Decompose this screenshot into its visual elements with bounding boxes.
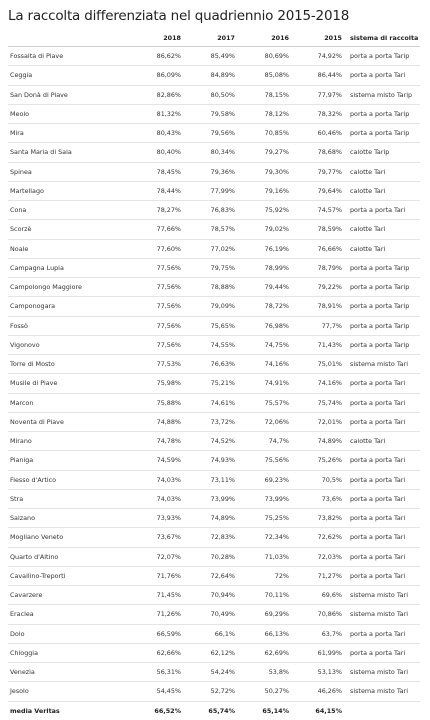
value-2015-cell: 78,59% xyxy=(289,220,342,239)
municipality-cell: Noventa di Piave xyxy=(8,412,135,431)
value-2017-cell: 79,09% xyxy=(181,297,235,316)
system-cell: porta a porta Tarip xyxy=(342,47,420,66)
table-row xyxy=(8,104,420,123)
value-2017-cell: 85,49% xyxy=(181,47,235,66)
value-2015-cell: 73,6% xyxy=(289,489,342,508)
value-2015-cell: 69,6% xyxy=(289,586,342,605)
value-2016-cell: 53,8% xyxy=(235,663,289,682)
system-cell: sistema misto Tari xyxy=(342,605,420,624)
system-cell: calotte Tarip xyxy=(342,143,420,162)
value-2018-cell: 77,56% xyxy=(135,297,181,316)
table-row xyxy=(8,432,420,451)
value-2016-cell: 79,16% xyxy=(235,181,289,200)
value-2017-cell: 70,28% xyxy=(181,547,235,566)
table-row xyxy=(8,66,420,85)
value-2018-cell: 66,59% xyxy=(135,624,181,643)
system-cell: sistema misto Tari xyxy=(342,682,420,701)
value-2015-cell: 78,91% xyxy=(289,297,342,316)
header-2015: 2015 xyxy=(289,30,342,47)
value-2018-cell: 77,56% xyxy=(135,278,181,297)
system-cell: porta a porta Tari xyxy=(342,509,420,528)
municipality-cell: Dolo xyxy=(8,624,135,643)
value-2016-cell: 70,11% xyxy=(235,586,289,605)
value-2017-cell: 74,55% xyxy=(181,335,235,354)
table-row xyxy=(8,124,420,143)
value-2016-cell: 69,29% xyxy=(235,605,289,624)
system-cell: porta a porta Tarip xyxy=(342,278,420,297)
municipality-cell: Pianiga xyxy=(8,451,135,470)
municipality-cell: Campagna Lupia xyxy=(8,258,135,277)
value-2016-cell: 80,69% xyxy=(235,47,289,66)
municipality-cell: Fossò xyxy=(8,316,135,335)
value-2018-cell: 71,76% xyxy=(135,566,181,585)
value-2016-cell: 70,85% xyxy=(235,124,289,143)
value-2015-cell: 78,68% xyxy=(289,143,342,162)
municipality-cell: Salzano xyxy=(8,509,135,528)
footer-label: media Veritas xyxy=(10,706,60,715)
value-2018-cell: 75,88% xyxy=(135,393,181,412)
system-cell: porta a porta Tari xyxy=(342,412,420,431)
municipality-cell: Fossalta di Piave xyxy=(8,47,135,66)
value-2016-cell: 85,08% xyxy=(235,66,289,85)
municipality-cell: Mira xyxy=(8,124,135,143)
value-2016-cell: 73,99% xyxy=(235,489,289,508)
value-2017-cell: 78,88% xyxy=(181,278,235,297)
value-2016-cell: 79,02% xyxy=(235,220,289,239)
recycling-table xyxy=(8,30,420,720)
table-row xyxy=(8,489,420,508)
municipality-cell: Fiesso d'Artico xyxy=(8,470,135,489)
table-row xyxy=(8,181,420,200)
footer-2017: 65,74% xyxy=(208,706,235,715)
table-row xyxy=(8,316,420,335)
value-2015-cell: 71,27% xyxy=(289,566,342,585)
value-2017-cell: 54,24% xyxy=(181,663,235,682)
value-2017-cell: 79,75% xyxy=(181,258,235,277)
value-2016-cell: 75,56% xyxy=(235,451,289,470)
system-cell: porta a porta Tari xyxy=(342,566,420,585)
value-2017-cell: 79,56% xyxy=(181,124,235,143)
value-2018-cell: 81,32% xyxy=(135,104,181,123)
value-2017-cell: 75,21% xyxy=(181,374,235,393)
value-2017-cell: 73,99% xyxy=(181,489,235,508)
value-2018-cell: 74,03% xyxy=(135,470,181,489)
table-row xyxy=(8,509,420,528)
value-2016-cell: 69,23% xyxy=(235,470,289,489)
table-row xyxy=(8,682,420,701)
value-2016-cell: 74,91% xyxy=(235,374,289,393)
value-2018-cell: 77,66% xyxy=(135,220,181,239)
table-row xyxy=(8,143,420,162)
value-2018-cell: 74,78% xyxy=(135,432,181,451)
municipality-cell: Meolo xyxy=(8,104,135,123)
value-2017-cell: 74,52% xyxy=(181,432,235,451)
value-2015-cell: 79,22% xyxy=(289,278,342,297)
system-cell: porta a porta Tari xyxy=(342,470,420,489)
system-cell: calotte Tari xyxy=(342,181,420,200)
value-2016-cell: 78,12% xyxy=(235,104,289,123)
value-2016-cell: 74,7% xyxy=(235,432,289,451)
table-row xyxy=(8,85,420,104)
value-2018-cell: 78,27% xyxy=(135,201,181,220)
value-2017-cell: 74,61% xyxy=(181,393,235,412)
table-row xyxy=(8,355,420,374)
value-2017-cell: 80,34% xyxy=(181,143,235,162)
value-2017-cell: 62,12% xyxy=(181,643,235,662)
value-2015-cell: 77,7% xyxy=(289,316,342,335)
municipality-cell: Chioggia xyxy=(8,643,135,662)
system-cell: porta a porta Tarip xyxy=(342,335,420,354)
value-2015-cell: 72,62% xyxy=(289,528,342,547)
header-system: sistema di raccolta xyxy=(342,30,420,47)
value-2015-cell: 72,01% xyxy=(289,412,342,431)
system-cell: porta a porta Tari xyxy=(342,451,420,470)
value-2015-cell: 74,89% xyxy=(289,432,342,451)
table-row xyxy=(8,239,420,258)
value-2017-cell: 73,72% xyxy=(181,412,235,431)
value-2018-cell: 77,53% xyxy=(135,355,181,374)
system-cell: calotte Tari xyxy=(342,220,420,239)
table-row xyxy=(8,528,420,547)
value-2018-cell: 77,60% xyxy=(135,239,181,258)
value-2015-cell: 79,64% xyxy=(289,181,342,200)
value-2015-cell: 74,16% xyxy=(289,374,342,393)
table-row xyxy=(8,278,420,297)
value-2015-cell: 63,7% xyxy=(289,624,342,643)
table-row xyxy=(8,412,420,431)
system-cell: porta a porta Tarip xyxy=(342,297,420,316)
value-2015-cell: 53,13% xyxy=(289,663,342,682)
value-2015-cell: 72,03% xyxy=(289,547,342,566)
value-2016-cell: 79,30% xyxy=(235,162,289,181)
footer-2018: 66,52% xyxy=(154,706,181,715)
table-row xyxy=(8,162,420,181)
value-2018-cell: 82,86% xyxy=(135,85,181,104)
value-2018-cell: 80,43% xyxy=(135,124,181,143)
value-2015-cell: 74,57% xyxy=(289,201,342,220)
value-2016-cell: 74,75% xyxy=(235,335,289,354)
value-2016-cell: 76,19% xyxy=(235,239,289,258)
value-2018-cell: 74,03% xyxy=(135,489,181,508)
value-2015-cell: 75,26% xyxy=(289,451,342,470)
system-cell: porta a porta Tari xyxy=(342,393,420,412)
value-2018-cell: 86,62% xyxy=(135,47,181,66)
municipality-cell: San Donà di Piave xyxy=(8,85,135,104)
value-2016-cell: 79,27% xyxy=(235,143,289,162)
system-cell: porta a porta Tari xyxy=(342,528,420,547)
system-cell: porta a porta Tarip xyxy=(342,316,420,335)
municipality-cell: Spinea xyxy=(8,162,135,181)
value-2015-cell: 60,46% xyxy=(289,124,342,143)
value-2016-cell: 72,06% xyxy=(235,412,289,431)
value-2016-cell: 62,69% xyxy=(235,643,289,662)
value-2015-cell: 77,97% xyxy=(289,85,342,104)
value-2015-cell: 70,86% xyxy=(289,605,342,624)
municipality-cell: Eraclea xyxy=(8,605,135,624)
header-2016: 2016 xyxy=(235,30,289,47)
value-2015-cell: 79,77% xyxy=(289,162,342,181)
municipality-cell: Cavarzere xyxy=(8,586,135,605)
value-2018-cell: 86,09% xyxy=(135,66,181,85)
table-row xyxy=(8,624,420,643)
value-2017-cell: 77,02% xyxy=(181,239,235,258)
value-2015-cell: 61,99% xyxy=(289,643,342,662)
value-2016-cell: 50,27% xyxy=(235,682,289,701)
value-2016-cell: 72% xyxy=(235,566,289,585)
value-2016-cell: 75,92% xyxy=(235,201,289,220)
value-2017-cell: 84,89% xyxy=(181,66,235,85)
value-2015-cell: 71,43% xyxy=(289,335,342,354)
table-body xyxy=(8,47,420,702)
header-2018: 2018 xyxy=(135,30,181,47)
footer-2016: 65,14% xyxy=(262,706,289,715)
municipality-cell: Cavallino-Treporti xyxy=(8,566,135,585)
value-2017-cell: 72,83% xyxy=(181,528,235,547)
value-2018-cell: 75,98% xyxy=(135,374,181,393)
value-2016-cell: 75,25% xyxy=(235,509,289,528)
system-cell: calotte Tari xyxy=(342,432,420,451)
value-2016-cell: 76,98% xyxy=(235,316,289,335)
value-2017-cell: 74,93% xyxy=(181,451,235,470)
value-2018-cell: 77,56% xyxy=(135,258,181,277)
municipality-cell: Martellago xyxy=(8,181,135,200)
value-2018-cell: 62,66% xyxy=(135,643,181,662)
table-row xyxy=(8,547,420,566)
municipality-cell: Musile di Piave xyxy=(8,374,135,393)
system-cell: porta a porta Tarip xyxy=(342,104,420,123)
municipality-cell: Mirano xyxy=(8,432,135,451)
value-2018-cell: 56,31% xyxy=(135,663,181,682)
value-2017-cell: 76,83% xyxy=(181,201,235,220)
municipality-cell: Ceggia xyxy=(8,66,135,85)
municipality-cell: Vigonovo xyxy=(8,335,135,354)
municipality-cell: Camponogara xyxy=(8,297,135,316)
value-2015-cell: 70,5% xyxy=(289,470,342,489)
table-row xyxy=(8,374,420,393)
table-row xyxy=(8,643,420,662)
table-row xyxy=(8,605,420,624)
table-row xyxy=(8,663,420,682)
value-2017-cell: 78,57% xyxy=(181,220,235,239)
municipality-cell: Venezia xyxy=(8,663,135,682)
municipality-cell: Marcon xyxy=(8,393,135,412)
value-2017-cell: 79,58% xyxy=(181,104,235,123)
value-2016-cell: 78,72% xyxy=(235,297,289,316)
value-2018-cell: 78,45% xyxy=(135,162,181,181)
value-2018-cell: 71,26% xyxy=(135,605,181,624)
table-row xyxy=(8,201,420,220)
value-2015-cell: 78,32% xyxy=(289,104,342,123)
value-2017-cell: 76,63% xyxy=(181,355,235,374)
value-2017-cell: 72,64% xyxy=(181,566,235,585)
system-cell: porta a porta Tari xyxy=(342,489,420,508)
system-cell: sistema misto Tarip xyxy=(342,85,420,104)
value-2018-cell: 54,45% xyxy=(135,682,181,701)
system-cell: porta a porta Tari xyxy=(342,201,420,220)
value-2018-cell: 71,45% xyxy=(135,586,181,605)
table-row xyxy=(8,566,420,585)
value-2016-cell: 79,44% xyxy=(235,278,289,297)
value-2018-cell: 74,59% xyxy=(135,451,181,470)
municipality-cell: Quarto d'Altino xyxy=(8,547,135,566)
value-2015-cell: 73,82% xyxy=(289,509,342,528)
value-2016-cell: 78,99% xyxy=(235,258,289,277)
table-row xyxy=(8,586,420,605)
table-row xyxy=(8,220,420,239)
municipality-cell: Scorzè xyxy=(8,220,135,239)
page-title: La raccolta differenziata nel quadriennio 2015-2018 xyxy=(8,8,350,24)
table-row xyxy=(8,393,420,412)
header-municipality xyxy=(8,30,135,47)
system-cell: porta a porta Tari xyxy=(342,374,420,393)
system-cell: sistema misto Tari xyxy=(342,586,420,605)
value-2018-cell: 78,44% xyxy=(135,181,181,200)
value-2017-cell: 75,65% xyxy=(181,316,235,335)
value-2015-cell: 75,74% xyxy=(289,393,342,412)
system-cell: porta a porta Tari xyxy=(342,66,420,85)
municipality-cell: Cona xyxy=(8,201,135,220)
municipality-cell: Torre di Mosto xyxy=(8,355,135,374)
value-2016-cell: 71,03% xyxy=(235,547,289,566)
municipality-cell: Mogliano Veneto xyxy=(8,528,135,547)
table-row xyxy=(8,297,420,316)
table-row xyxy=(8,258,420,277)
municipality-cell: Noale xyxy=(8,239,135,258)
municipality-cell: Santa Maria di Sala xyxy=(8,143,135,162)
value-2017-cell: 66,1% xyxy=(181,624,235,643)
value-2015-cell: 78,79% xyxy=(289,258,342,277)
system-cell: calotte Tari xyxy=(342,162,420,181)
header-row xyxy=(8,30,420,47)
value-2016-cell: 66,13% xyxy=(235,624,289,643)
table-row xyxy=(8,470,420,489)
value-2018-cell: 77,56% xyxy=(135,316,181,335)
value-2018-cell: 73,93% xyxy=(135,509,181,528)
value-2015-cell: 86,44% xyxy=(289,66,342,85)
value-2017-cell: 79,36% xyxy=(181,162,235,181)
table-row xyxy=(8,47,420,66)
value-2016-cell: 78,15% xyxy=(235,85,289,104)
header-2017: 2017 xyxy=(181,30,235,47)
municipality-cell: Campolongo Maggiore xyxy=(8,278,135,297)
system-cell: porta a porta Tari xyxy=(342,547,420,566)
value-2016-cell: 72,34% xyxy=(235,528,289,547)
value-2015-cell: 76,66% xyxy=(289,239,342,258)
municipality-cell: Jesolo xyxy=(8,682,135,701)
value-2018-cell: 80,40% xyxy=(135,143,181,162)
value-2017-cell: 70,94% xyxy=(181,586,235,605)
system-cell: porta a porta Tari xyxy=(342,624,420,643)
municipality-cell: Stra xyxy=(8,489,135,508)
system-cell: porta a porta Tari xyxy=(342,643,420,662)
value-2015-cell: 74,92% xyxy=(289,47,342,66)
value-2016-cell: 74,16% xyxy=(235,355,289,374)
table-row xyxy=(8,451,420,470)
system-cell: porta a porta Tarip xyxy=(342,124,420,143)
value-2017-cell: 80,50% xyxy=(181,85,235,104)
footer-2015: 64,15% xyxy=(315,706,342,715)
value-2018-cell: 77,56% xyxy=(135,335,181,354)
value-2017-cell: 77,99% xyxy=(181,181,235,200)
value-2018-cell: 74,88% xyxy=(135,412,181,431)
value-2018-cell: 72,07% xyxy=(135,547,181,566)
value-2018-cell: 73,67% xyxy=(135,528,181,547)
system-cell: porta a porta Tarip xyxy=(342,258,420,277)
value-2017-cell: 74,89% xyxy=(181,509,235,528)
value-2015-cell: 46,26% xyxy=(289,682,342,701)
value-2017-cell: 73,11% xyxy=(181,470,235,489)
value-2017-cell: 70,49% xyxy=(181,605,235,624)
table-row xyxy=(8,335,420,354)
system-cell: sistema misto Tari xyxy=(342,663,420,682)
value-2016-cell: 75,57% xyxy=(235,393,289,412)
value-2017-cell: 52,72% xyxy=(181,682,235,701)
system-cell: calotte Tari xyxy=(342,239,420,258)
value-2015-cell: 75,01% xyxy=(289,355,342,374)
system-cell: sistema misto Tari xyxy=(342,355,420,374)
